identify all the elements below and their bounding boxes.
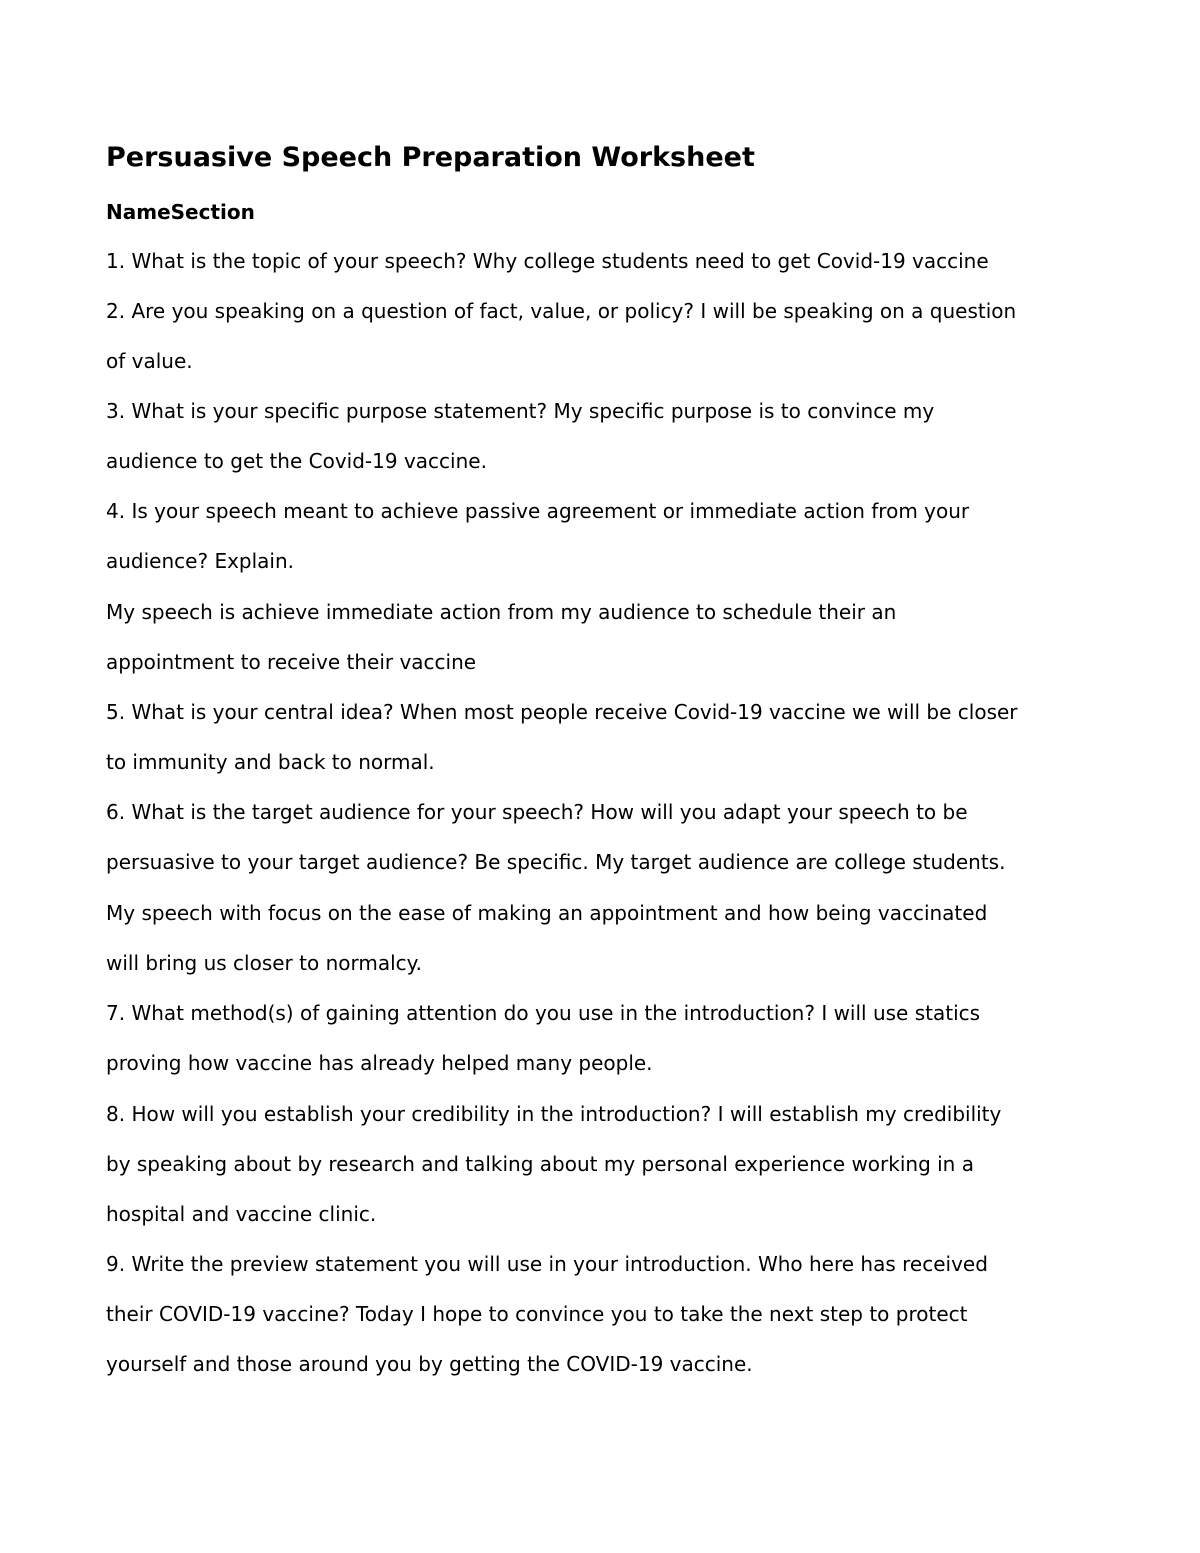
question-6-line: 6. What is the target audience for your speech? How will you adapt your speech to be xyxy=(106,800,968,824)
question-1-line: 1. What is the topic of your speech? Why college students need to get Covid-19 vaccine xyxy=(106,249,989,273)
question-4-answer-continued-line: appointment to receive their vaccine xyxy=(106,650,477,674)
question-6-answer-continued-line: will bring us closer to normalcy. xyxy=(106,951,422,975)
question-6-continued-line: persuasive to your target audience? Be specific. My target audience are college students. xyxy=(106,850,1006,874)
question-4-answer-line: My speech is achieve immediate action from my audience to schedule their an xyxy=(106,600,897,624)
question-9-answer-line: their COVID-19 vaccine? Today I hope to convince you to take the next step to protect xyxy=(106,1302,968,1326)
question-7-answer-line: proving how vaccine has already helped many people. xyxy=(106,1051,653,1075)
question-2-line: 2. Are you speaking on a question of fact, value, or policy? I will be speaking on a question xyxy=(106,299,1017,323)
question-3-answer-line: audience to get the Covid-19 vaccine. xyxy=(106,449,487,473)
question-8-line: 8. How will you establish your credibility in the introduction? I will establish my credibility xyxy=(106,1102,1002,1126)
question-7-line: 7. What method(s) of gaining attention do you use in the introduction? I will use statics xyxy=(106,1001,981,1025)
question-4-continued-line: audience? Explain. xyxy=(106,549,295,573)
question-4-line: 4. Is your speech meant to achieve passive agreement or immediate action from your xyxy=(106,499,970,523)
name-section-label: NameSection xyxy=(106,200,255,224)
question-9-answer-continued-line: yourself and those around you by getting the COVID-19 vaccine. xyxy=(106,1352,753,1376)
question-8-answer-continued-line: hospital and vaccine clinic. xyxy=(106,1202,377,1226)
question-8-answer-line: by speaking about by research and talking about my personal experience working in a xyxy=(106,1152,974,1176)
question-9-line: 9. Write the preview statement you will use in your introduction. Who here has received xyxy=(106,1252,988,1276)
question-2-answer-line: of value. xyxy=(106,349,193,373)
question-3-line: 3. What is your specific purpose statement? My specific purpose is to convince my xyxy=(106,399,935,423)
question-5-answer-line: to immunity and back to normal. xyxy=(106,750,435,774)
document-title: Persuasive Speech Preparation Worksheet xyxy=(106,142,755,173)
question-6-answer-line: My speech with focus on the ease of making an appointment and how being vaccinated xyxy=(106,901,988,925)
question-5-line: 5. What is your central idea? When most people receive Covid-19 vaccine we will be closer xyxy=(106,700,1018,724)
